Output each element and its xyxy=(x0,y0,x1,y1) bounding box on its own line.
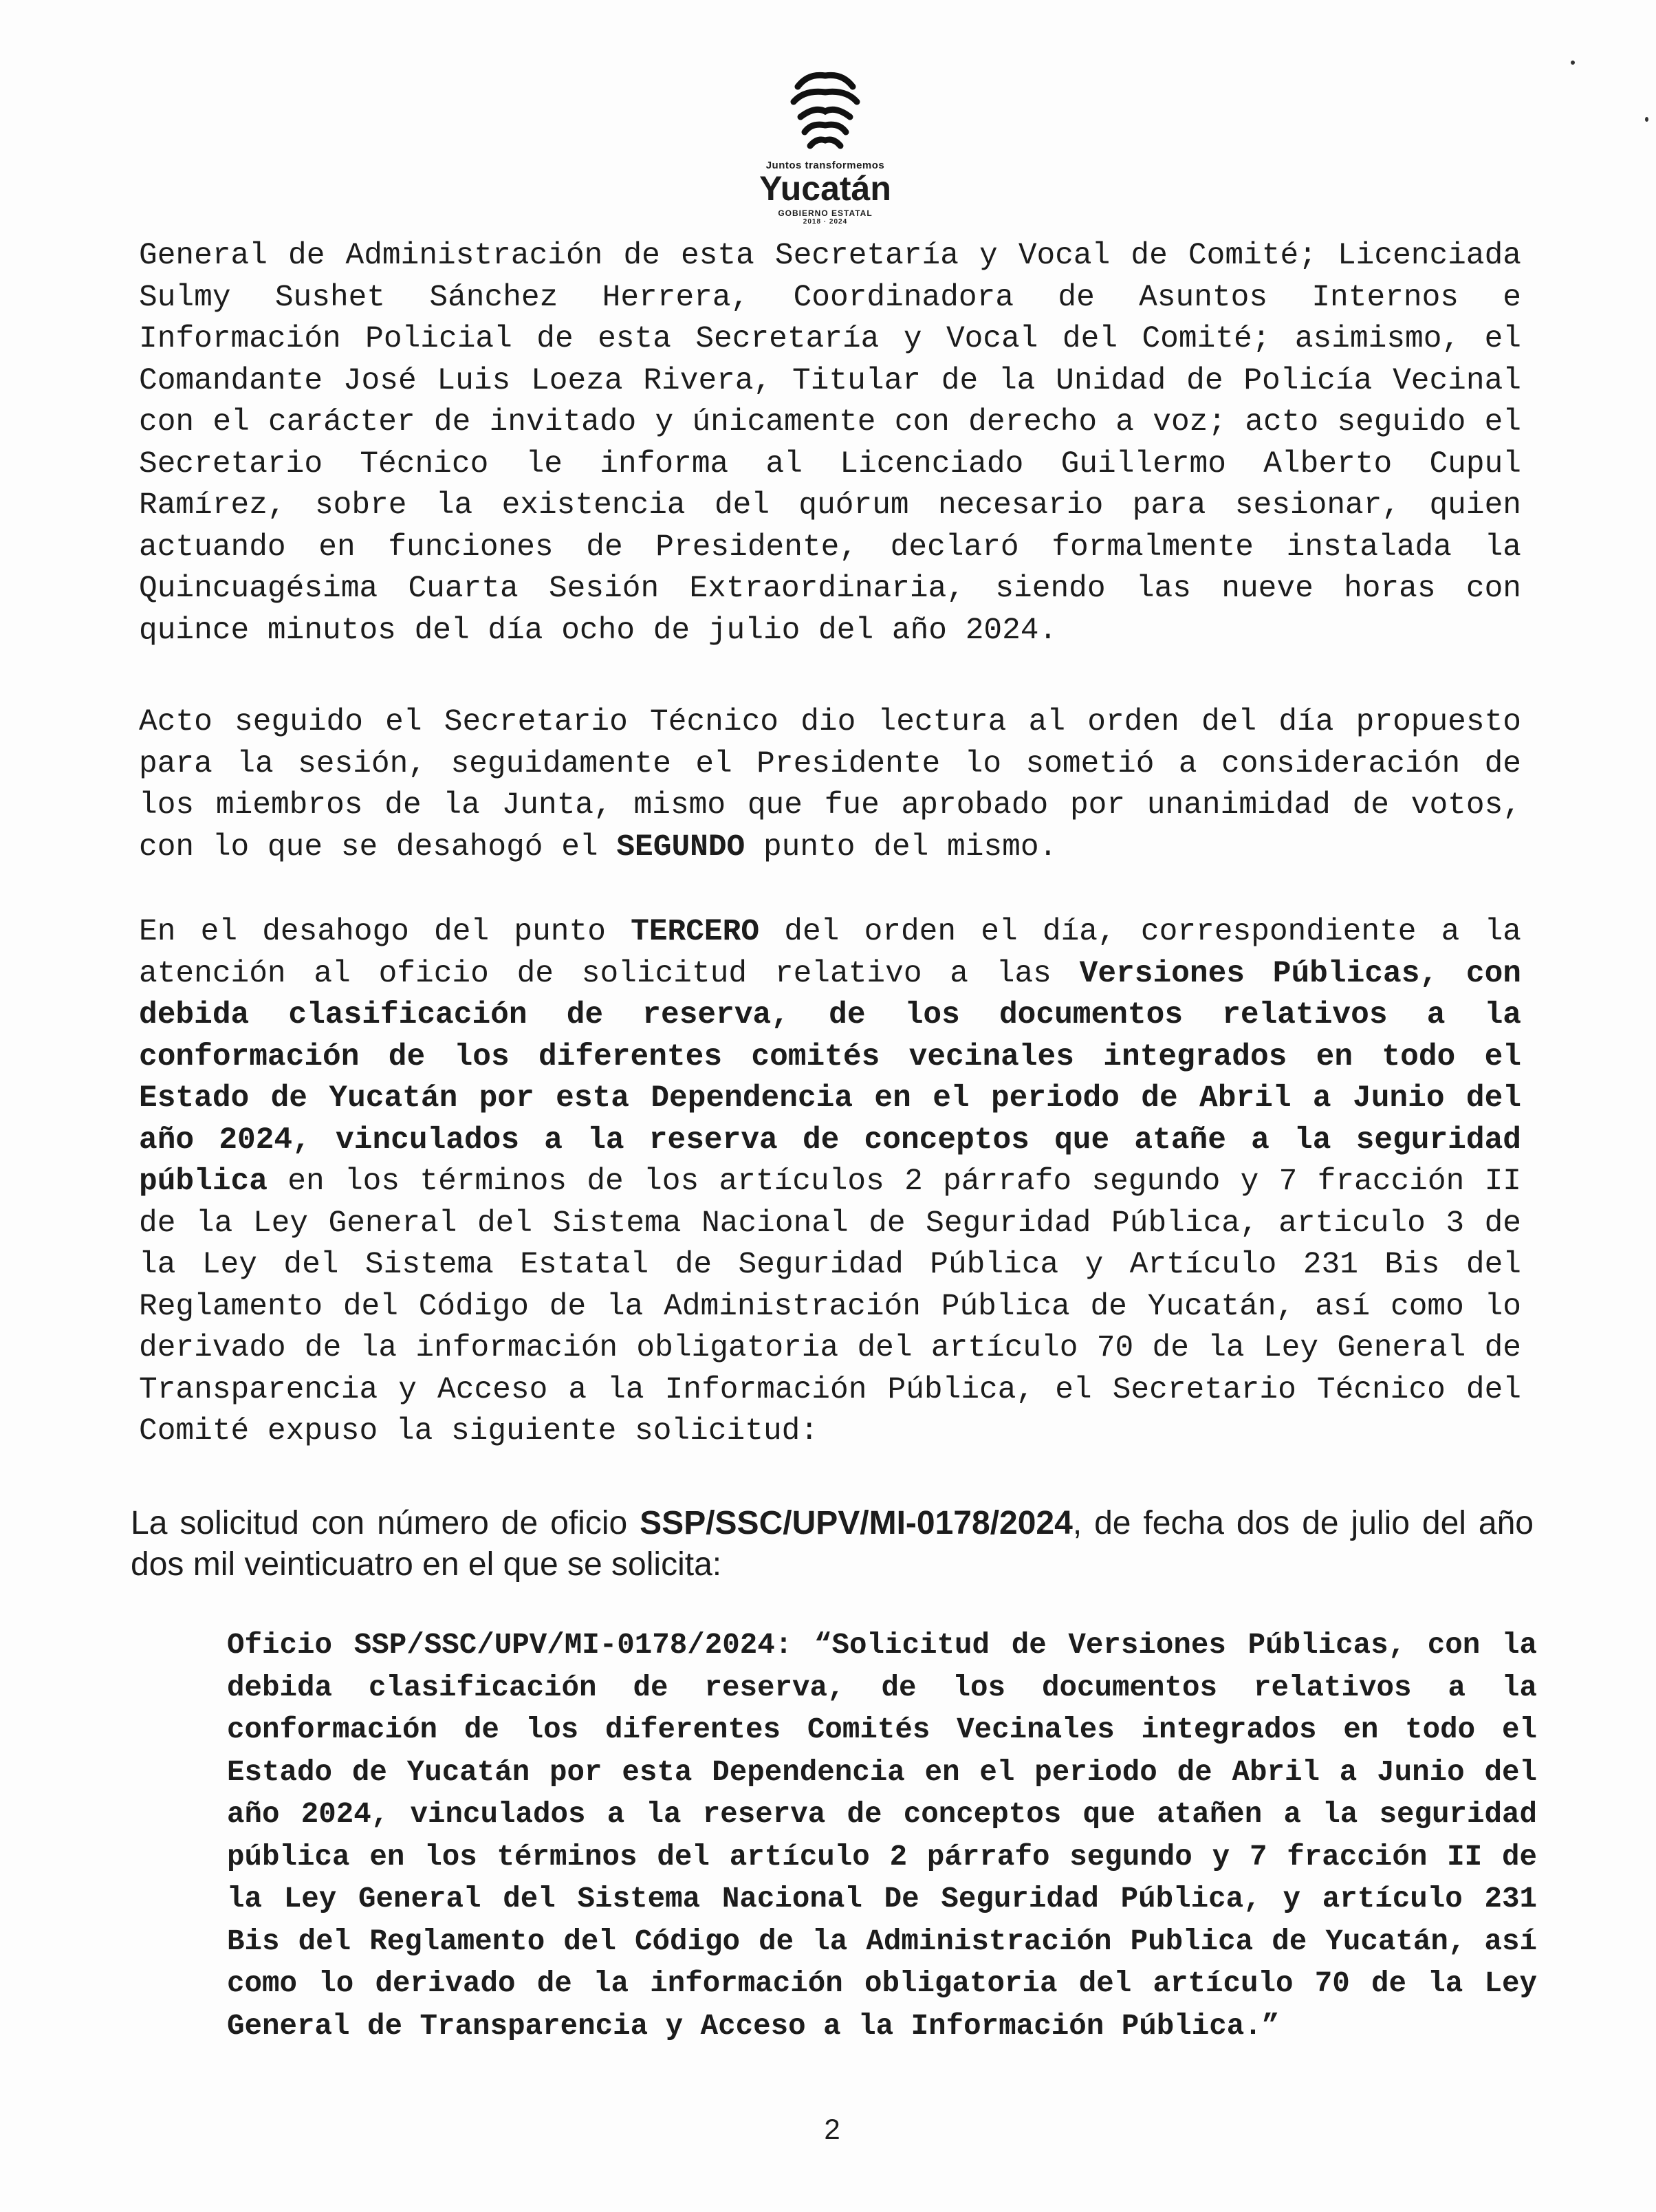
oficio-quote: Oficio SSP/SSC/UPV/MI-0178/2024: “Solicitud de Versiones Públicas, con la debida clasificación de reserva, de los documentos relativos a la conformación de los diferentes Comités Vecinales integrados en todo el Estado de Yucatán por esta Dependencia en el periodo de Abril a Junio del año 2024, vinculados a la reserva de conceptos que atañen a la seguridad pública en los términos del artículo 2 párrafo segundo y 7 fracción II de la Ley General del Sistema Nacional De Seguridad Pública, y artículo 231 Bis del Reglamento del Código de la Administración Publica de Yucatán, así como lo derivado de la información obligatoria del artículo 70 de la Ley General de Transparencia y Acceso a la Información Pública.” xyxy=(227,1629,1537,2043)
paragraph-agenda-text: Acto seguido el Secretario Técnico dio lectura al orden del día propuesto para la sesión, seguidamente el Presidente lo sometió a consideración de los miembros de la Junta, mismo que fue aprobado por unanimidad de votos, con lo que se desahogó el xyxy=(139,705,1521,865)
paragraph-solicitud xyxy=(131,1503,1534,1585)
yucatan-emblem-icon xyxy=(784,66,867,155)
paragraph-quorum: General de Administración de esta Secretaría y Vocal de Comité; Licenciada Sulmy Sushet Sánchez Herrera, Coordinadora de Asuntos Internos e Información Policial de esta Secretaría y Vocal del Comité; asimismo, el Comandante José Luis Loeza Rivera, Titular de la Unidad de Policía Vecinal con el carácter de invitado y únicamente con derecho a voz; acto seguido el Secretario Técnico le informa al Licenciado Guillermo Alberto Cupul Ramírez, sobre la existencia del quórum necesario para sesionar, quien actuando en funciones de Presidente, declaró formalmente instalada la Quincuagésima Cuarta Sesión Extraordinaria, siendo las nueve horas con quince minutos del día ocho de julio del año 2024. xyxy=(139,239,1521,648)
scan-speck xyxy=(1571,61,1575,65)
versiones-publicas-bold: Versiones Públicas, con debida clasificación de reserva, de los documentos relativos a la conformación de los diferentes comités vecinales integrados en todo el Estado de Yucatán por esta Dependencia en el periodo de Abril a Junio del año 2024, vinculados a la reserva de conceptos que atañe a la seguridad pública xyxy=(139,956,1521,1199)
paragraph-tercero-intro: En el desahogo del punto xyxy=(139,915,631,949)
tercero-label: TERCERO xyxy=(631,915,760,949)
paragraph-solicitud-end: , de fecha dos de julio del año dos mil veinticuatro en el que se solicita: xyxy=(131,1505,1534,1583)
paragraph-tercero xyxy=(139,911,1521,1453)
paragraph-tercero-mid: del orden el día, correspondiente a la atención al oficio de solicitud relativo a las xyxy=(139,915,1521,991)
paragraph-tercero-end: en los términos de los artículos 2 párrafo segundo y 7 fracción II de la Ley General del Sistema Nacional de Seguridad Pública, articulo 3 de la Ley del Sistema Estatal de Seguridad Pública y Artículo 231 Bis del Reglamento del Código de la Administración Pública de Yucatán, así como lo derivado de la información obligatoria del artículo 70 de la Ley General de Transparencia y Acceso a la Información Pública, el Secretario Técnico del Comité expuso la siguiente solicitud: xyxy=(139,1164,1521,1449)
segundo-label: SEGUNDO xyxy=(616,830,745,865)
paragraph-agenda-end: punto del mismo. xyxy=(745,830,1058,865)
page-number: 2 xyxy=(824,2113,840,2145)
logo-years: 2018 · 2024 xyxy=(803,218,848,226)
paragraph-agenda xyxy=(139,702,1521,868)
logo-subtitle: GOBIERNO ESTATAL xyxy=(778,208,873,218)
logo-name: Yucatán xyxy=(759,169,891,208)
scan-speck xyxy=(1645,117,1648,122)
paragraph-solicitud-intro: La solicitud con número de oficio xyxy=(131,1505,640,1541)
oficio-number: SSP/SSC/UPV/MI-0178/2024 xyxy=(640,1505,1073,1541)
logo-tagline: Juntos transformemos xyxy=(765,160,885,171)
government-logo xyxy=(743,66,908,226)
